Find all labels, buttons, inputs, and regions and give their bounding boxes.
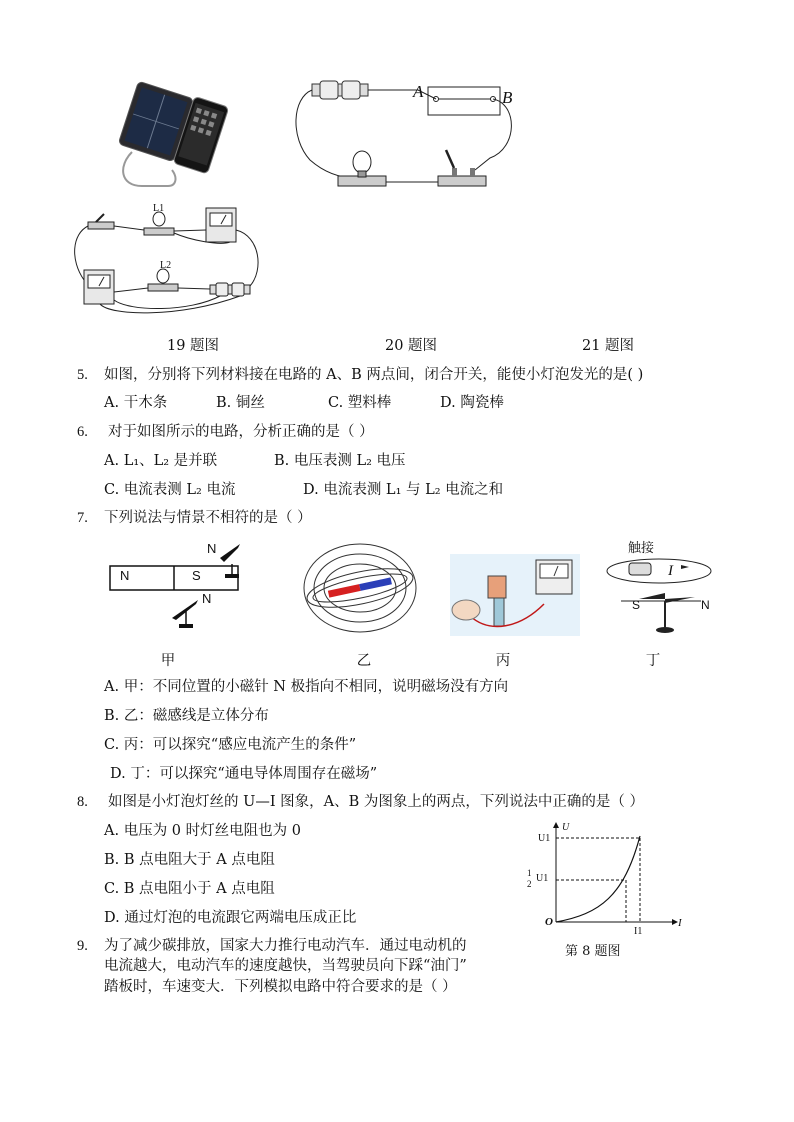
q7-option-c: C. 丙：可以探究“感应电流产生的条件” — [104, 737, 357, 753]
fig7-jia-bar-magnet — [108, 540, 248, 632]
q7-option-d: D. 丁：可以探究“通电导体周围存在磁场” — [110, 766, 378, 782]
q6-stem: 对于如图所示的电路，分析正确的是（ ） — [108, 424, 374, 440]
fig20-label-b: B — [502, 88, 513, 107]
fig7-jia-n-top: N — [207, 541, 217, 556]
caption-fig19: 19 题图 — [166, 338, 220, 354]
q7-stem: 下列说法与情景不相符的是（ ） — [104, 510, 312, 526]
graph-tick-u1: U1 — [538, 833, 551, 844]
q8-option-b: B. B 点电阻大于 A 点电阻 — [104, 852, 275, 868]
q6-option-a: A. L₁、L₂ 是并联 — [104, 453, 218, 469]
fig19-solar-charger-image — [110, 78, 240, 198]
q8-number: 8. — [77, 794, 88, 810]
fig7-ding-touch-label: 触接 — [628, 541, 655, 556]
q8-option-d: D. 通过灯泡的电流跟它两端电压成正比 — [104, 910, 357, 926]
q9-line-1: 为了减少碳排放，国家大力推行电动汽车．通过电动机的 — [104, 938, 467, 954]
fig20-label-a: A — [413, 82, 424, 101]
q8-stem: 如图是小灯泡灯丝的 U—I 图象，A、B 为图象上的两点，下列说法中正确的是（ ） — [108, 794, 645, 810]
q5-option-b: B. 铜丝 — [216, 395, 265, 411]
q6-option-d: D. 电流表测 L₁ 与 L₂ 电流之和 — [303, 482, 504, 498]
caption-bing: 丙 — [495, 653, 511, 669]
graph-axis-u: U — [562, 822, 570, 833]
caption-jia: 甲 — [160, 653, 176, 669]
fig7-yi-field-lines — [300, 536, 420, 640]
fig21-label-l2: L2 — [160, 260, 172, 271]
q9-line-3: 踏板时，车速变大．下列模拟电路中符合要求的是（ ） — [104, 979, 457, 995]
q5-option-d: D. 陶瓷棒 — [440, 395, 504, 411]
fig7-ding-n-label: N — [701, 598, 710, 612]
q7-number: 7. — [77, 510, 88, 526]
graph-tick-half-u1: U1 — [536, 873, 549, 884]
fig7-ding-oersted-experiment — [603, 553, 713, 643]
q7-option-b: B. 乙：磁感线是立体分布 — [104, 708, 269, 724]
fig7-ding-current-label: I — [668, 563, 673, 579]
q6-number: 6. — [77, 424, 88, 440]
fig7-bing-induction-experiment — [450, 554, 580, 636]
graph-origin: O — [545, 916, 553, 928]
fig20-circuit-diagram — [290, 78, 530, 198]
fig21-label-l1: L1 — [153, 203, 165, 214]
q8-option-c: C. B 点电阻小于 A 点电阻 — [104, 881, 275, 897]
fig7-jia-s-box: S — [192, 568, 201, 583]
q5-option-c: C. 塑料棒 — [328, 395, 392, 411]
q6-option-b: B. 电压表测 L₂ 电压 — [274, 453, 406, 469]
fig7-ding-s-label: S — [632, 598, 641, 612]
q5-number: 5. — [77, 367, 88, 383]
q9-line-2: 电流越大，电动汽车的速度越快，当驾驶员向下踩“油门” — [104, 958, 467, 974]
caption-fig21: 21 题图 — [581, 338, 635, 354]
graph-tick-i1: I1 — [634, 926, 643, 937]
graph-tick-half-num: 1 — [527, 868, 532, 878]
q8-figure-caption: 第 8 题图 — [565, 944, 621, 959]
caption-fig20: 20 题图 — [384, 338, 438, 354]
fig7-jia-n-box: N — [120, 568, 130, 583]
q8-option-a: A. 电压为 0 时灯丝电阻也为 0 — [104, 823, 301, 839]
caption-yi: 乙 — [356, 653, 372, 669]
caption-ding: 丁 — [645, 653, 661, 669]
graph-axis-i: I — [678, 917, 682, 929]
q9-number: 9. — [77, 938, 88, 954]
q5-stem: 如图，分别将下列材料接在电路的 A、B 两点间，闭合开关，能使小灯泡发光的是( ) — [104, 367, 644, 383]
q6-option-c: C. 电流表测 L₂ 电流 — [104, 482, 236, 498]
fig7-jia-n-bottom: N — [202, 591, 212, 606]
graph-tick-half-den: 2 — [527, 879, 532, 889]
q5-option-a: A. 干木条 — [104, 395, 168, 411]
q7-option-a: A. 甲：不同位置的小磁针 N 极指向不相同，说明磁场没有方向 — [104, 679, 509, 695]
q8-ui-graph — [540, 822, 680, 932]
